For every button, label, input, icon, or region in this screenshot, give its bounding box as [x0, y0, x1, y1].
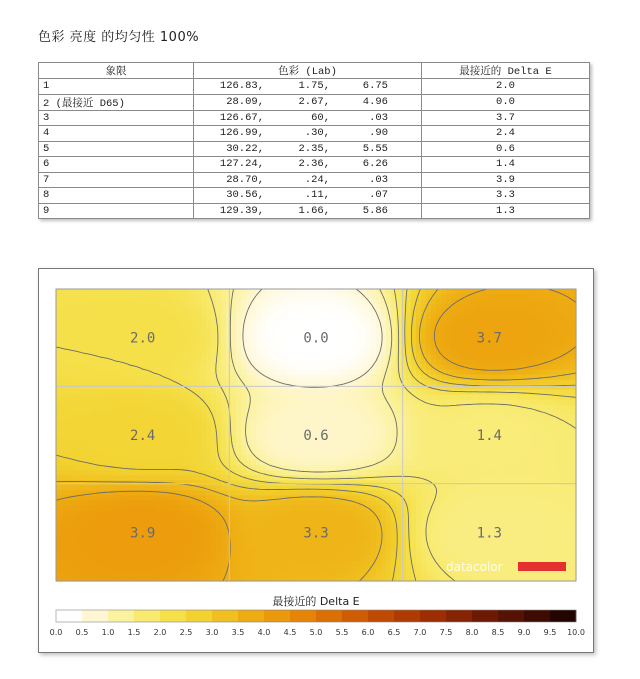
scale-swatch: [212, 610, 238, 622]
header-quadrant: 象限: [39, 63, 194, 79]
lab-cell: [194, 126, 422, 142]
table-header-row: [39, 63, 590, 79]
table-row: [39, 126, 590, 142]
scale-swatch: [368, 610, 394, 622]
scale-swatch: [316, 610, 342, 622]
lab-L-value: 30.56,: [226, 189, 264, 202]
cell-value-label: 2.4: [130, 428, 156, 444]
table-row: [39, 157, 590, 173]
scale-swatch: [56, 610, 82, 622]
lab-cell: [194, 94, 422, 110]
scale-swatch: [342, 610, 368, 622]
lab-L-value: 30.22,: [226, 142, 264, 155]
scale-swatch: [420, 610, 446, 622]
datacolor-logo: datacolor: [446, 560, 503, 574]
lab-a-value: .11,: [304, 189, 330, 202]
cell-value-label: 0.0: [303, 330, 329, 347]
uniformity-heatmap: [39, 269, 593, 652]
quadrant-cell: 1: [39, 79, 194, 95]
table-row: [39, 188, 590, 204]
color-scale-bar: [56, 610, 576, 622]
header-lab: 色彩 (Lab): [194, 63, 422, 79]
scale-swatch: [472, 610, 498, 622]
lab-a-value: 1.75,: [298, 80, 330, 93]
cell-value-label: 3.9: [130, 525, 156, 542]
scale-tick-label: 2.5: [179, 628, 193, 637]
lab-b-value: 4.96: [362, 96, 388, 108]
delta-e-cell: 2.0: [422, 79, 590, 95]
lab-b-value: 6.75: [362, 80, 388, 93]
delta-e-cell: 2.4: [422, 126, 590, 142]
lab-b-value: 6.26: [362, 158, 388, 171]
scale-tick-label: 9.0: [517, 628, 531, 637]
quadrant-cell: 4: [39, 126, 194, 142]
scale-tick-label: 10.0: [567, 628, 585, 637]
scale-tick-label: 7.0: [413, 628, 427, 637]
scale-tick-label: 8.0: [465, 628, 479, 637]
cell-value-label: 1.4: [476, 428, 502, 444]
scale-swatch: [550, 610, 576, 622]
delta-e-cell: 3.9: [422, 172, 590, 188]
lab-b-value: .03: [369, 111, 388, 124]
delta-e-cell: 1.3: [422, 203, 590, 219]
scale-title: 最接近的 Delta E: [272, 595, 360, 608]
cell-value-label: 3.3: [303, 525, 329, 542]
table-row: [39, 172, 590, 188]
lab-table: [38, 62, 590, 219]
scale-tick-label: 5.0: [309, 628, 323, 637]
lab-b-value: 5.86: [362, 204, 388, 217]
delta-e-cell: 0.6: [422, 141, 590, 157]
cell-value-label: 0.6: [303, 428, 329, 444]
lab-cell: [194, 79, 422, 95]
scale-tick-label: 3.5: [231, 628, 245, 637]
lab-L-value: 126.67,: [219, 111, 264, 124]
cell-value-label: 3.7: [476, 330, 502, 347]
cell-value-label: 2.0: [130, 330, 156, 347]
quadrant-cell: 2 (最接近 D65): [39, 94, 194, 110]
lab-L-value: 28.70,: [226, 173, 264, 186]
scale-swatch: [82, 610, 108, 622]
lab-cell: [194, 110, 422, 126]
quadrant-cell: 6: [39, 157, 194, 173]
lab-cell: [194, 203, 422, 219]
scale-tick-label: 6.0: [361, 628, 375, 637]
delta-e-cell: 3.3: [422, 188, 590, 204]
scale-swatch: [160, 610, 186, 622]
scale-tick-label: 7.5: [439, 628, 453, 637]
quadrant-cell: 9: [39, 203, 194, 219]
quadrant-cell: 5: [39, 141, 194, 157]
scale-tick-label: 1.5: [127, 628, 141, 637]
scale-swatch: [186, 610, 212, 622]
lab-a-value: .24,: [304, 173, 330, 186]
lab-cell: [194, 172, 422, 188]
lab-a-value: 1.66,: [298, 204, 330, 217]
scale-tick-label: 0.5: [75, 628, 89, 637]
page-title: 色彩 亮度 的均匀性 100%: [38, 30, 200, 45]
scale-swatch: [446, 610, 472, 622]
table-row: [39, 203, 590, 219]
quadrant-cell: 3: [39, 110, 194, 126]
table-row: [39, 94, 590, 110]
quadrant-cell: 8: [39, 188, 194, 204]
lab-cell: [194, 141, 422, 157]
table-row: [39, 141, 590, 157]
quadrant-cell: 7: [39, 172, 194, 188]
delta-e-cell: 1.4: [422, 157, 590, 173]
scale-tick-label: 1.0: [101, 628, 115, 637]
lab-cell: [194, 157, 422, 173]
scale-swatch: [394, 610, 420, 622]
delta-e-cell: 0.0: [422, 94, 590, 110]
lab-L-value: 127.24,: [219, 158, 264, 171]
lab-a-value: 60,: [311, 111, 330, 124]
cell-value-label: 1.3: [476, 525, 502, 542]
lab-L-value: 126.99,: [219, 127, 264, 140]
table-row: [39, 79, 590, 95]
uniformity-chart-panel: [38, 268, 594, 653]
header-delta-e: 最接近的 Delta E: [422, 63, 590, 79]
table-row: [39, 110, 590, 126]
scale-tick-label: 4.5: [283, 628, 297, 637]
lab-L-value: 129.39,: [219, 204, 264, 217]
lab-a-value: 2.35,: [298, 142, 330, 155]
scale-tick-label: 8.5: [491, 628, 505, 637]
scale-swatch: [264, 610, 290, 622]
lab-a-value: 2.36,: [298, 158, 330, 171]
scale-swatch: [290, 610, 316, 622]
lab-b-value: .07: [369, 189, 388, 202]
delta-e-cell: 3.7: [422, 110, 590, 126]
scale-swatch: [498, 610, 524, 622]
lab-b-value: .03: [369, 173, 388, 186]
scale-tick-label: 9.5: [543, 628, 557, 637]
datacolor-logo-bar: [518, 562, 566, 571]
scale-tick-label: 2.0: [153, 628, 167, 637]
lab-a-value: 2.67,: [298, 96, 330, 108]
lab-cell: [194, 188, 422, 204]
lab-b-value: .90: [369, 127, 388, 140]
lab-b-value: 5.55: [362, 142, 388, 155]
scale-tick-label: 4.0: [257, 628, 271, 637]
lab-L-value: 28.09,: [226, 96, 264, 108]
scale-tick-label: 3.0: [205, 628, 219, 637]
scale-swatch: [134, 610, 160, 622]
scale-tick-label: 0.0: [49, 628, 63, 637]
scale-swatch: [238, 610, 264, 622]
lab-L-value: 126.83,: [219, 80, 264, 93]
scale-tick-label: 5.5: [335, 628, 349, 637]
lab-a-value: .30,: [304, 127, 330, 140]
scale-tick-label: 6.5: [387, 628, 401, 637]
scale-swatch: [108, 610, 134, 622]
scale-swatch: [524, 610, 550, 622]
